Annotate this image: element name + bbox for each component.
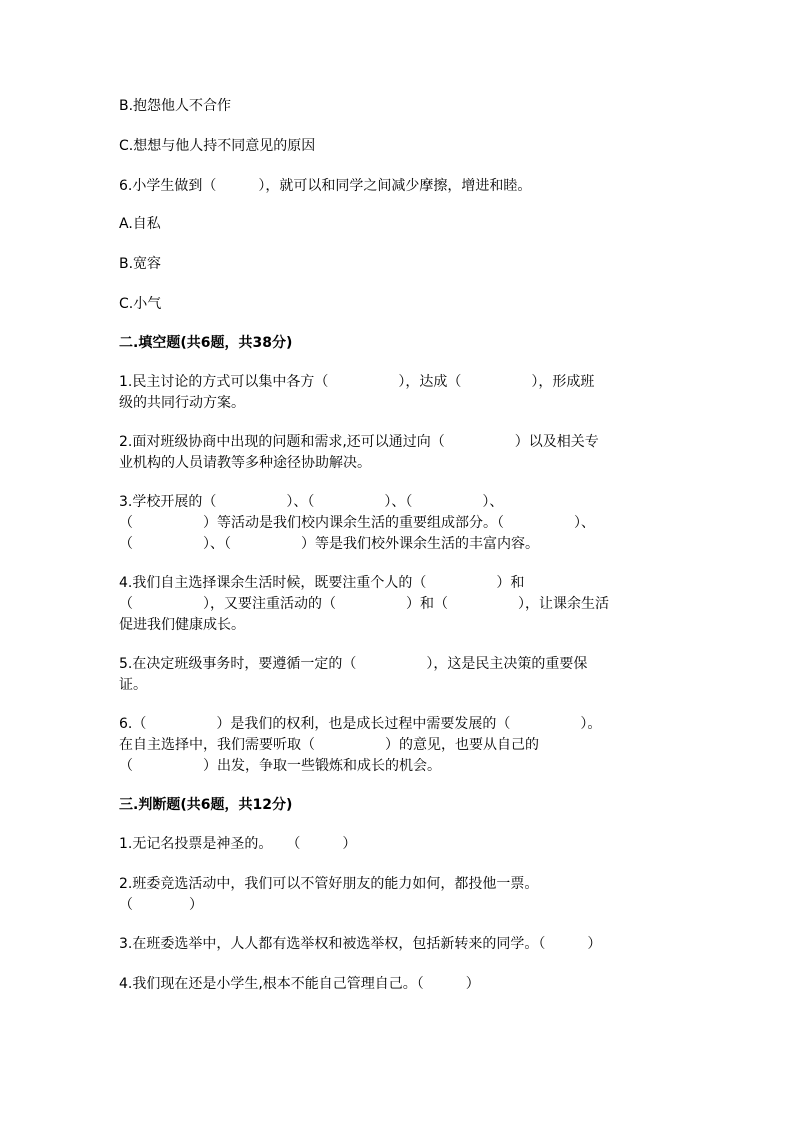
fill-q4-line1: 4.我们自主选择课余生活时候，既要注重个人的（ ）和 xyxy=(119,575,525,591)
fill-q6-line3: （ ）出发，争取一些锻炼和成长的机会。 xyxy=(119,758,441,774)
q6-option-a: A.自私 xyxy=(119,216,161,232)
fill-q2-line1: 2.面对班级协商中出现的问题和需求,还可以通过向（ ）以及相关专 xyxy=(119,434,599,450)
fill-q3-line3: （ ）、（ ）等是我们校外课余生活的丰富内容。 xyxy=(119,536,539,552)
q5-option-b: B.抱怨他人不合作 xyxy=(119,98,232,114)
fill-q1-line2: 级的共同行动方案。 xyxy=(119,395,245,411)
q6-option-b: B.宽容 xyxy=(119,256,162,272)
q5-option-c: C.想想与他人持不同意见的原因 xyxy=(119,138,316,154)
fill-q3-line2: （ ）等活动是我们校内课余生活的重要组成部分。（ ）、 xyxy=(119,515,595,531)
fill-q5-line2: 证。 xyxy=(119,677,147,693)
fill-q5-line1: 5.在决定班级事务时，要遵循一定的（ ），这是民主决策的重要保 xyxy=(119,656,588,672)
tf-q2-line1: 2.班委竞选活动中，我们可以不管好朋友的能力如何，都投他一票。 xyxy=(119,876,539,892)
fill-q4-line2: （ ），又要注重活动的（ ）和（ ），让课余生活 xyxy=(119,596,609,612)
q6-stem: 6.小学生做到（ ），就可以和同学之间减少摩擦，增进和睦。 xyxy=(119,178,532,194)
fill-q3-line1: 3.学校开展的（ ）、（ ）、（ ）、 xyxy=(119,494,504,510)
tf-q2-line2: （ ） xyxy=(119,897,203,913)
tf-q4: 4.我们现在还是小学生,根本不能自己管理自己。（ ） xyxy=(119,976,480,992)
fill-q4-line3: 促进我们健康成长。 xyxy=(119,617,245,633)
fill-q6-line1: 6.（ ）是我们的权利，也是成长过程中需要发展的（ ）。 xyxy=(119,716,602,732)
fill-q1-line1: 1.民主讨论的方式可以集中各方（ ），达成（ ），形成班 xyxy=(119,374,595,390)
tf-q3: 3.在班委选举中，人人都有选举权和被选举权，包括新转来的同学。（ ） xyxy=(119,936,602,952)
fill-q2-line2: 业机构的人员请教等多种途径协助解决。 xyxy=(119,455,371,471)
section-title-true-false: 三.判断题(共6题，共12分) xyxy=(119,797,293,813)
tf-q1: 1.无记名投票是神圣的。 （ ） xyxy=(119,836,357,852)
fill-q6-line2: 在自主选择中，我们需要听取（ ）的意见，也要从自己的 xyxy=(119,737,539,753)
section-title-fill-in: 二.填空题(共6题，共38分) xyxy=(119,335,293,351)
q6-option-c: C.小气 xyxy=(119,296,162,312)
